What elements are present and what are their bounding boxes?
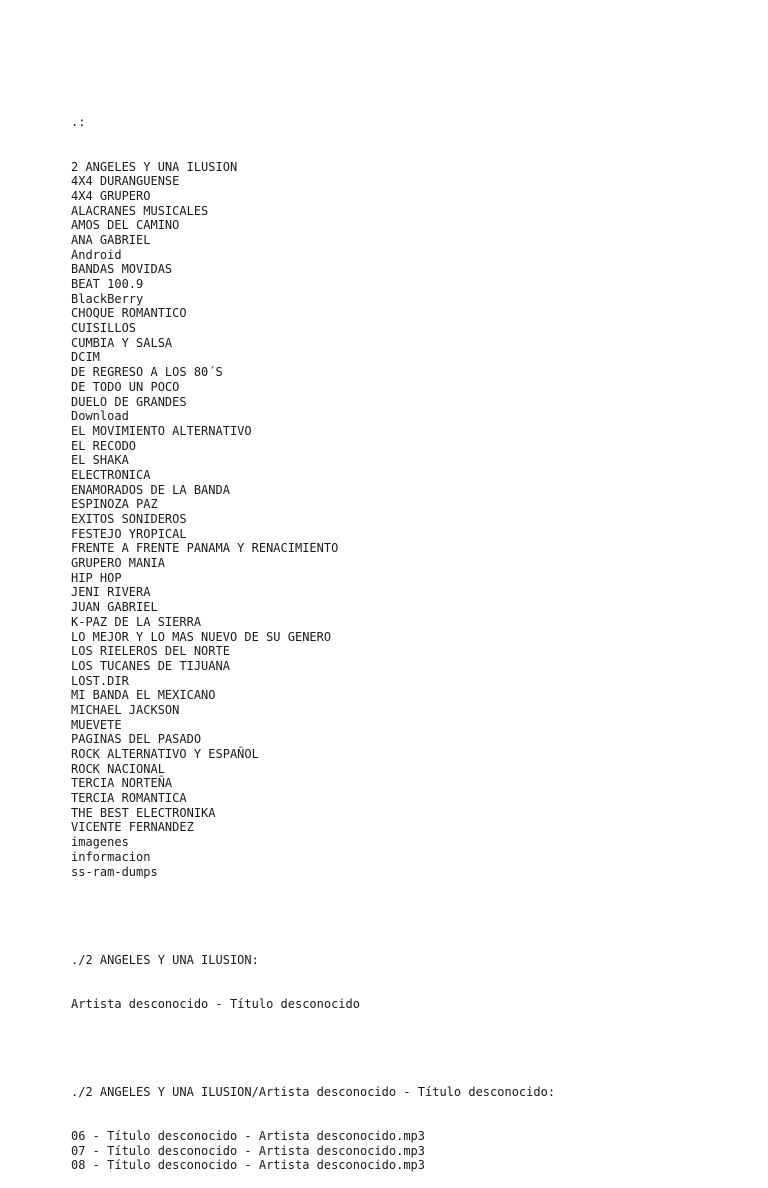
section-header: ./2 ANGELES Y UNA ILUSION/Artista desconocido - Título desconocido: [71, 1084, 556, 1099]
listing-entry: MI BANDA EL MEXICANO [71, 688, 216, 703]
listing-entry: BEAT 100.9 [71, 277, 144, 291]
listing-entry: Android [71, 247, 122, 262]
listing-entry: FESTEJO YROPICAL [71, 526, 187, 541]
listing-entry: DCIM [71, 350, 100, 365]
listing-entry: MUEVETE [71, 717, 122, 732]
listing-entry: ANA GABRIEL [71, 232, 151, 247]
listing-entry: EL RECODO [71, 438, 137, 453]
listing-entry: FRENTE A FRENTE PANAMA Y RENACIMIENTO [71, 541, 339, 556]
listing-entry: 07 - Título desconocido - Artista desconocido.mp3 [71, 1143, 426, 1158]
listing-entry: ss-ram-dumps [71, 864, 158, 879]
listing-entry: ALACRANES MUSICALES [71, 203, 209, 218]
listing-entry: JENI RIVERA [71, 585, 151, 600]
listing-entry: EXITOS SONIDEROS [71, 512, 187, 526]
root-entries [71, 160, 751, 880]
listing-entry: TERCIA ROMANTICA [71, 791, 187, 806]
listing-entry: Download [71, 409, 129, 424]
listing-entry: 4X4 DURANGUENSE [71, 174, 180, 189]
section-header: ./2 ANGELES Y UNA ILUSION: [71, 952, 259, 967]
listing-entry: LOS TUCANES DE TIJUANA [71, 658, 230, 673]
listing-entry: DUELO DE GRANDES [71, 394, 187, 409]
listing-entry: HIP HOP [71, 570, 122, 585]
folder1-entries [71, 997, 751, 1012]
listing-entry: K-PAZ DE LA SIERRA [71, 614, 202, 629]
listing-entry: AMOS DEL CAMINO [71, 218, 180, 233]
listing-entry: ROCK ALTERNATIVO Y ESPAÑOL [71, 747, 259, 761]
listing-entry: DE TODO UN POCO [71, 379, 180, 394]
listing-entry: Artista desconocido - Título desconocido [71, 996, 360, 1011]
listing-entry: GRUPERO MANIA [71, 556, 165, 571]
listing-entry: LOS RIELEROS DEL NORTE [71, 644, 230, 659]
listing-entry: CUMBIA Y SALSA [71, 335, 173, 350]
listing-entry: CHOQUE ROMANTICO [71, 306, 187, 321]
listing-entry: PAGINAS DEL PASADO [71, 732, 202, 747]
folder2-entries [71, 1129, 751, 1173]
listing-entry: VICENTE FERNANDEZ [71, 820, 194, 835]
listing-entry: BlackBerry [71, 291, 144, 306]
listing-entry: JUAN GABRIEL [71, 600, 158, 615]
listing-entry: MICHAEL JACKSON [71, 702, 180, 717]
listing-entry: EL SHAKA [71, 453, 129, 468]
listing-entry: CUISILLOS [71, 321, 137, 336]
listing-entry: ESPINOZA PAZ [71, 497, 158, 512]
blank-line [71, 1041, 751, 1056]
listing-entry: BANDAS MOVIDAS [71, 262, 173, 277]
blank-line [71, 909, 751, 924]
directory-listing [71, 86, 751, 1188]
listing-entry: informacion [71, 849, 151, 864]
listing-entry: LOST.DIR [71, 673, 129, 688]
listing-entry: TERCIA NORTEÑA [71, 776, 173, 791]
listing-entry: 08 - Título desconocido - Artista desconocido.mp3 [71, 1158, 426, 1173]
section-header: .: [71, 115, 86, 130]
listing-entry: EL MOVIMIENTO ALTERNATIVO [71, 423, 252, 438]
listing-entry: ROCK NACIONAL [71, 761, 165, 776]
listing-entry: imagenes [71, 835, 129, 850]
listing-entry: 2 ANGELES Y UNA ILUSION [71, 159, 238, 174]
listing-entry: ELECTRONICA [71, 467, 151, 482]
listing-entry: THE BEST ELECTRONIKA [71, 805, 216, 820]
listing-entry: ENAMORADOS DE LA BANDA [71, 482, 230, 497]
listing-entry: 06 - Título desconocido - Artista desconocido.mp3 [71, 1129, 426, 1144]
listing-entry: 4X4 GRUPERO [71, 188, 151, 203]
listing-entry: LO MEJOR Y LO MAS NUEVO DE SU GENERO [71, 629, 332, 644]
listing-entry: DE REGRESO A LOS 80´S [71, 365, 223, 380]
